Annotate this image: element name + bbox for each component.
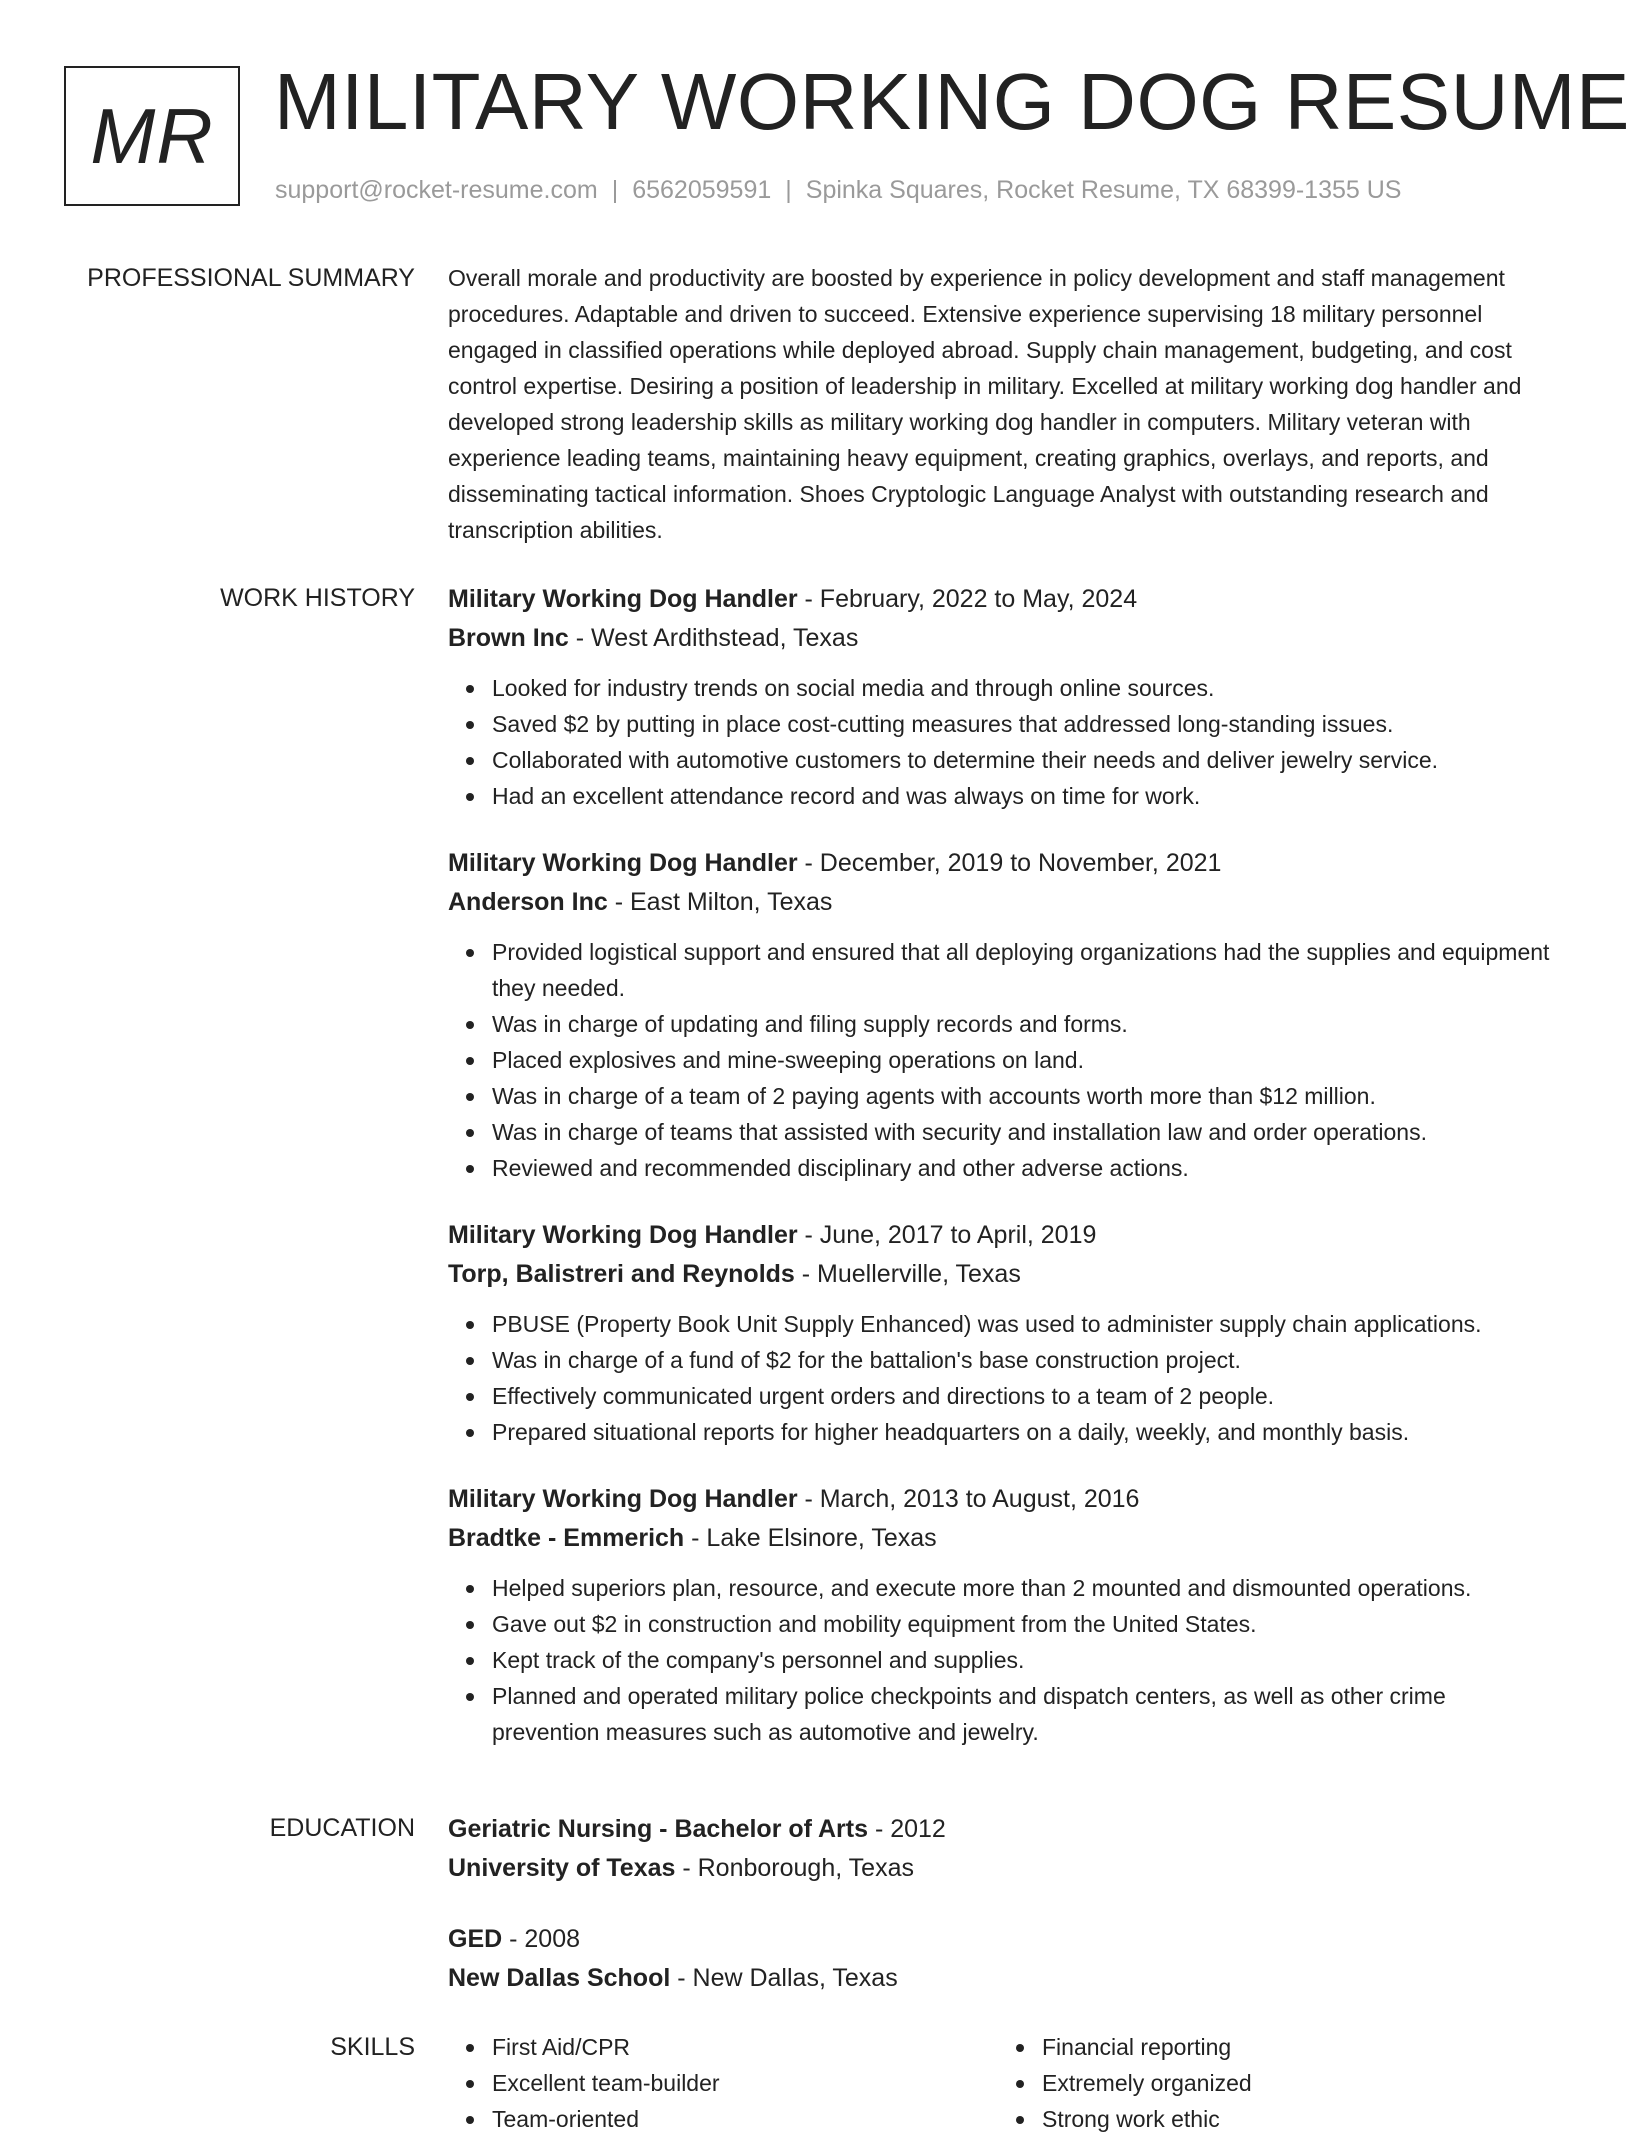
education-degree: GED (448, 1925, 503, 1953)
job-bullet: Reviewed and recommended disciplinary and other adverse actions. (492, 1150, 1558, 1186)
education-location: - New Dallas, Texas (670, 1964, 898, 1992)
job-dates: - December, 2019 to November, 2021 (797, 849, 1222, 877)
job-bullet: Was in charge of a fund of $2 for the battalion's base construction project. (492, 1342, 1558, 1378)
job-company-line (448, 1519, 1558, 1558)
job-company: Torp, Balistreri and Reynolds (448, 1260, 795, 1288)
job-bullets (448, 1306, 1558, 1450)
education-school: University of Texas (448, 1854, 676, 1882)
education-year: - 2012 (868, 1815, 946, 1843)
job-bullet: Gave out $2 in construction and mobility equipment from the United States. (492, 1606, 1558, 1642)
skill-item: Extremely organized (1042, 2065, 1548, 2101)
education-degree: Geriatric Nursing - Bachelor of Arts (448, 1815, 868, 1843)
job-bullet: Planned and operated military police checkpoints and dispatch centers, as well as other crime prevention measures such as automotive and jewelry. (492, 1678, 1558, 1750)
job-dates: - March, 2013 to August, 2016 (797, 1485, 1140, 1513)
monogram: MR (64, 66, 240, 206)
education-school-line (448, 1849, 1558, 1888)
job-bullet: Provided logistical support and ensured that all deploying organizations had the supplies and equipment they needed. (492, 934, 1558, 1006)
education-entry (448, 1810, 1558, 1888)
education-entry (448, 1920, 1558, 1998)
section-label-skills: SKILLS (330, 2033, 415, 2061)
contact-line (275, 172, 1401, 208)
job-bullet: Placed explosives and mine-sweeping operations on land. (492, 1042, 1558, 1078)
contact-separator: | (785, 176, 792, 204)
job-location: - East Milton, Texas (607, 888, 833, 916)
job-company: Brown Inc (448, 624, 569, 652)
job-company: Anderson Inc (448, 888, 608, 916)
job-bullets (448, 1570, 1558, 1750)
job-title: Military Working Dog Handler (448, 1485, 798, 1513)
education-degree-line (448, 1920, 1558, 1959)
skills-columns (448, 2029, 1558, 2137)
job-bullets (448, 670, 1558, 814)
job-title-line (448, 580, 1558, 619)
job-bullet: Was in charge of updating and filing supply records and forms. (492, 1006, 1558, 1042)
job-title: Military Working Dog Handler (448, 849, 798, 877)
job-list (448, 580, 1558, 1780)
education-school: New Dallas School (448, 1964, 671, 1992)
job-bullet: Saved $2 by putting in place cost-cutting measures that addressed long-standing issues. (492, 706, 1558, 742)
skill-item: Excellent team-builder (492, 2065, 998, 2101)
job-title: Military Working Dog Handler (448, 1221, 798, 1249)
education-list (448, 1810, 1558, 2030)
contact-address: Spinka Squares, Rocket Resume, TX 68399-1355 US (805, 176, 1402, 204)
job-company-line (448, 619, 1558, 658)
job-location: - West Ardithstead, Texas (568, 624, 859, 652)
job-title-line (448, 844, 1558, 883)
education-year: - 2008 (502, 1925, 581, 1953)
job-bullet: Looked for industry trends on social media and through online sources. (492, 670, 1558, 706)
contact-separator: | (611, 176, 619, 204)
job-location: - Muellerville, Texas (794, 1260, 1021, 1288)
job-title: Military Working Dog Handler (448, 585, 798, 613)
education-location: - Ronborough, Texas (675, 1854, 914, 1882)
job-bullets (448, 934, 1558, 1186)
job-dates: - June, 2017 to April, 2019 (797, 1221, 1097, 1249)
section-label-summary: PROFESSIONAL SUMMARY (87, 264, 415, 292)
job-company-line (448, 1255, 1558, 1294)
job-bullet: Effectively communicated urgent orders and directions to a team of 2 people. (492, 1378, 1558, 1414)
skill-item: Strong work ethic (1042, 2101, 1548, 2137)
job-location: - Lake Elsinore, Texas (684, 1524, 937, 1552)
contact-email[interactable]: support@rocket-resume.com (275, 176, 598, 204)
job-bullet: Collaborated with automotive customers to determine their needs and deliver jewelry service. (492, 742, 1558, 778)
job-entry (448, 1216, 1558, 1450)
resume-title: MILITARY WORKING DOG RESUME (274, 57, 1630, 146)
skill-item: First Aid/CPR (492, 2029, 998, 2065)
job-entry (448, 844, 1558, 1186)
job-entry (448, 580, 1558, 814)
job-company: Bradtke - Emmerich (448, 1524, 685, 1552)
job-dates: - February, 2022 to May, 2024 (797, 585, 1138, 613)
skill-item: Financial reporting (1042, 2029, 1548, 2065)
contact-phone[interactable]: 6562059591 (632, 176, 772, 204)
job-bullet: Was in charge of a team of 2 paying agents with accounts worth more than $12 million. (492, 1078, 1558, 1114)
job-bullet: Kept track of the company's personnel and supplies. (492, 1642, 1558, 1678)
skills-column-left (448, 2029, 998, 2137)
job-title-line (448, 1480, 1558, 1519)
job-bullet: Was in charge of teams that assisted with security and installation law and order operations. (492, 1114, 1558, 1150)
skills-column-right (998, 2029, 1548, 2137)
education-school-line (448, 1959, 1558, 1998)
summary-text: Overall morale and productivity are boosted by experience in policy development and staff management procedures. Adaptable and driven to succeed. Extensive experience supervising 18 military personnel engaged in classified operations while deployed abroad. Supply chain management, budgeting, and cost control expertise. Desiring a position of leadership in military. Excelled at military working dog handler and developed strong leadership skills as military working dog handler in computers. Military veteran with experience leading teams, maintaining heavy equipment, creating graphics, overlays, and reports, and disseminating tactical information. Shoes Cryptologic Language Analyst with outstanding research and transcription abilities. (448, 265, 1522, 543)
job-bullet: PBUSE (Property Book Unit Supply Enhanced) was used to administer supply chain applications. (492, 1306, 1558, 1342)
section-label-work-history: WORK HISTORY (220, 584, 415, 612)
education-degree-line (448, 1810, 1558, 1849)
job-bullet: Helped superiors plan, resource, and execute more than 2 mounted and dismounted operations. (492, 1570, 1558, 1606)
job-bullet: Had an excellent attendance record and was always on time for work. (492, 778, 1558, 814)
job-company-line (448, 883, 1558, 922)
job-title-line (448, 1216, 1558, 1255)
skill-item: Team-oriented (492, 2101, 998, 2137)
job-bullet: Prepared situational reports for higher headquarters on a daily, weekly, and monthly basis. (492, 1414, 1558, 1450)
section-label-education: EDUCATION (269, 1814, 415, 1842)
job-entry (448, 1480, 1558, 1750)
